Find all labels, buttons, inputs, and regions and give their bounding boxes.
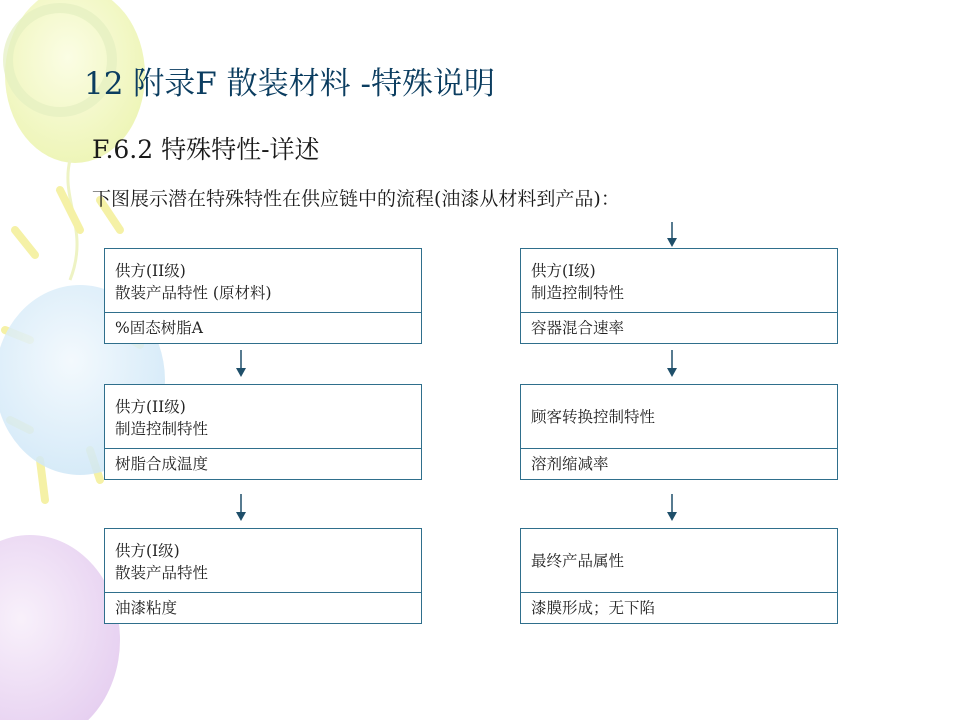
flow-box-line2: 散装产品特性 (原材料) <box>115 284 272 302</box>
flow-box-right-2 <box>520 384 838 480</box>
flow-box-left-2 <box>104 384 422 480</box>
down-arrow-icon <box>234 494 248 522</box>
flow-box-line1: 供方(II级) <box>115 398 186 416</box>
flow-box-line1: 最终产品属性 <box>531 551 625 570</box>
flow-box-characteristic: %固态树脂A <box>115 319 203 337</box>
flow-box-characteristic: 容器混合速率 <box>531 319 625 337</box>
flow-box-header <box>521 385 837 449</box>
down-arrow-icon <box>665 222 679 248</box>
flow-box-line1: 供方(I级) <box>115 542 180 560</box>
slide-title: 12 附录F 散装材料 -特殊说明 <box>84 66 495 102</box>
flow-box-line1: 顾客转换控制特性 <box>531 407 656 426</box>
flow-box-line1: 供方(I级) <box>531 262 596 280</box>
flow-box-header <box>105 385 421 449</box>
flow-box-right-3 <box>520 528 838 624</box>
slide-subtitle: F.6.2 特殊特性-详述 <box>92 135 320 164</box>
purple-balloon-icon <box>0 535 120 720</box>
flow-box-header <box>105 529 421 593</box>
flow-box-characteristic: 漆膜形成；无下陷 <box>531 599 656 617</box>
flow-box-line2: 制造控制特性 <box>115 420 209 438</box>
flow-box-characteristic: 树脂合成温度 <box>115 455 209 473</box>
flow-box-line1: 供方(II级) <box>115 262 186 280</box>
flow-box-line2: 制造控制特性 <box>531 284 625 302</box>
down-arrow-icon <box>234 350 248 378</box>
flow-box-characteristic: 油漆粘度 <box>115 599 178 617</box>
flow-box-right-1 <box>520 248 838 344</box>
flow-box-header <box>521 249 837 313</box>
flow-box-line2: 散装产品特性 <box>115 564 209 582</box>
flow-box-header <box>521 529 837 593</box>
down-arrow-icon <box>665 494 679 522</box>
flow-box-left-1 <box>104 248 422 344</box>
intro-text: 下图展示潜在特殊特性在供应链中的流程(油漆从材料到产品)： <box>92 188 620 210</box>
flow-box-header <box>105 249 421 313</box>
flow-box-left-3 <box>104 528 422 624</box>
down-arrow-icon <box>665 350 679 378</box>
flow-box-characteristic: 溶剂缩减率 <box>531 455 609 473</box>
